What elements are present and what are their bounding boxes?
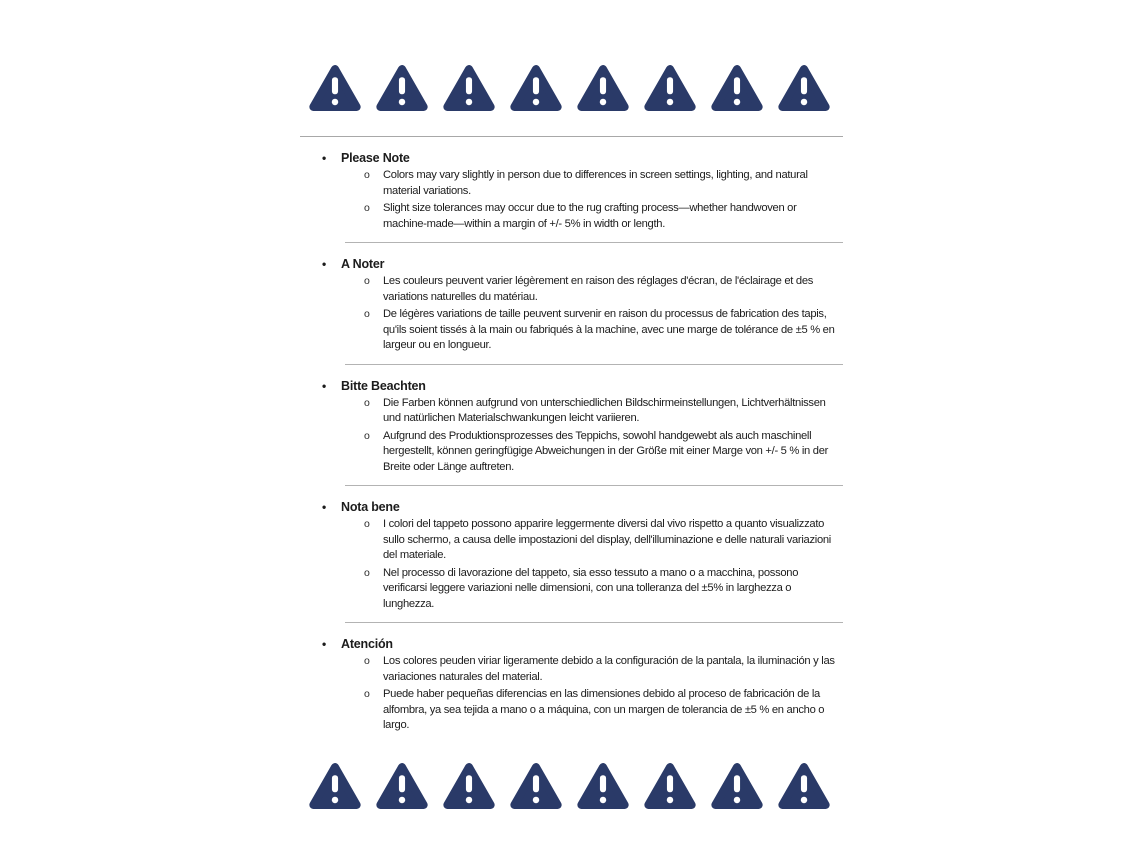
section-a-noter: [300, 256, 843, 365]
warning-triangle-icon: [509, 62, 563, 114]
bullet-marker: •: [322, 151, 327, 165]
section-atencion: [300, 636, 843, 734]
list-item: [300, 429, 843, 476]
list-item: [300, 274, 843, 305]
sub-bullet-marker: o: [364, 518, 370, 530]
sub-bullet-marker: o: [364, 308, 370, 320]
warning-triangle-icon: [375, 62, 429, 114]
section-bitte-beachten: [300, 378, 843, 487]
divider: [300, 136, 843, 137]
divider: [345, 622, 843, 623]
bullet-text: Slight size tolerances may occur due to the rug crafting process—whether handwoven or machine-made—within a margin of +/- 5% in width or length.: [383, 202, 797, 230]
divider: [345, 364, 843, 365]
section-title: Atención: [341, 637, 393, 651]
bullet-marker: •: [322, 637, 327, 651]
warning-triangle-icon: [509, 760, 563, 812]
section-please-note: [300, 150, 843, 243]
divider: [345, 485, 843, 486]
warning-triangle-icon: [710, 62, 764, 114]
bullet-text: Colors may vary slightly in person due to differences in screen settings, lighting, and natural material variations.: [383, 169, 808, 197]
bullet-text: Puede haber pequeñas diferencias en las dimensiones debido al proceso de fabricación de la alfombra, ya sea tejida a mano o a máquina, con un margen de tolerancia de ±5 % en ancho o largo.: [383, 688, 825, 731]
bullet-text: Aufgrund des Produktionsprozesses des Teppichs, sowohl handgewebt als auch maschinell hergestellt, können geringfügige Abweichungen in der Größe mit einer Marge von +/- 5 % in der Breite oder Länge auftreten.: [383, 429, 829, 473]
warning-row-top: [300, 60, 843, 114]
bullet-text: I colori del tappeto possono apparire leggermente diversi dal vivo rispetto a quanto visualizzato sullo schermo, a causa delle impostazioni del display, dell'illuminazione e delle naturali variazioni del materiale.: [383, 518, 831, 561]
warning-triangle-icon: [375, 760, 429, 812]
bullet-text: Les couleurs peuvent varier légèrement en raison des réglages d'écran, de l'éclairage et des variations naturelles du matériau.: [383, 275, 814, 303]
list-item: [300, 566, 843, 613]
bullet-text: Los colores peuden viriar ligeramente debido a la configuración de la pantala, la iluminación y las variaciones naturales del material.: [383, 655, 835, 683]
divider: [345, 242, 843, 243]
sub-bullet-marker: o: [364, 202, 370, 214]
warning-triangle-icon: [576, 760, 630, 812]
bullet-marker: •: [322, 500, 327, 514]
list-item: [300, 396, 843, 427]
section-nota-bene: [300, 499, 843, 623]
section-title: A Noter: [341, 257, 385, 271]
warning-triangle-icon: [710, 760, 764, 812]
warning-triangle-icon: [777, 62, 831, 114]
sub-bullet-marker: o: [364, 396, 370, 409]
list-item: [300, 654, 843, 685]
list-item: [300, 307, 843, 354]
list-item: [300, 168, 843, 199]
bullet-text: Die Farben können aufgrund von unterschiedlichen Bildschirmeinstellungen, Lichtverhältnissen und natürlichen Materialschwankungen leicht variieren.: [383, 396, 826, 424]
warning-triangle-icon: [442, 760, 496, 812]
bullet-marker: •: [322, 378, 327, 393]
warning-triangle-icon: [777, 760, 831, 812]
warning-triangle-icon: [643, 62, 697, 114]
list-item: [300, 687, 843, 734]
document-content: [300, 60, 843, 812]
section-title: Nota bene: [341, 500, 400, 514]
list-item: [300, 201, 843, 232]
warning-triangle-icon: [442, 62, 496, 114]
warning-row-bottom: [300, 758, 843, 812]
list-item: [300, 517, 843, 564]
sub-bullet-marker: o: [364, 429, 370, 442]
warning-triangle-icon: [576, 62, 630, 114]
sub-bullet-marker: o: [364, 688, 370, 700]
warning-triangle-icon: [308, 760, 362, 812]
section-title: Please Note: [341, 151, 410, 165]
warning-triangle-icon: [308, 62, 362, 114]
section-title: Bitte Beachten: [341, 378, 426, 393]
bullet-text: De légères variations de taille peuvent survenir en raison du processus de fabrication des tapis, qu'ils soient tissés à la main ou fabriqués à la machine, avec une marge de tolérance de ±5 % en largeur ou en longueur.: [383, 308, 835, 351]
warning-triangle-icon: [643, 760, 697, 812]
sub-bullet-marker: o: [364, 566, 370, 579]
sub-bullet-marker: o: [364, 275, 370, 287]
sub-bullet-marker: o: [364, 655, 370, 667]
bullet-marker: •: [322, 257, 327, 271]
bullet-text: Nel processo di lavorazione del tappeto, sia esso tessuto a mano o a macchina, possono verificarsi leggere variazioni nelle dimensioni, con una tolleranza del ±5% in larghezza o lunghezza.: [383, 566, 799, 610]
sub-bullet-marker: o: [364, 169, 370, 181]
